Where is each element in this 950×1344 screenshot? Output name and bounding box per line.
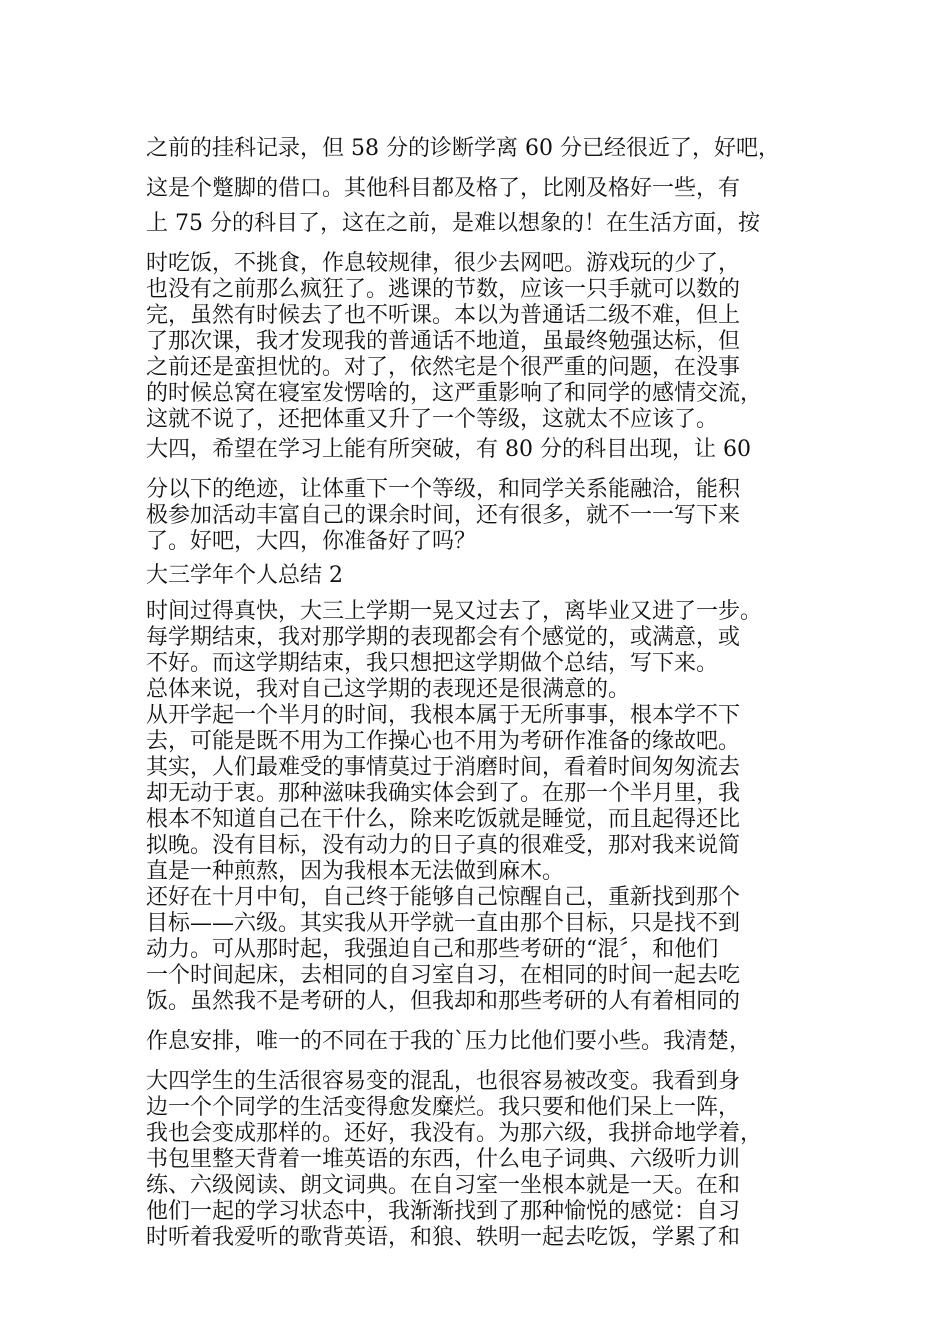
text-line: 其实，人们最难受的事情莫过于消磨时间，看着时间匆匆流去 — [146, 755, 741, 780]
text-line: 目标——六级。其实我从开学就一直由那个目标，只是找不到 — [146, 911, 741, 936]
text-line: 也没有之前那么疯狂了。逃课的节数，应该一只手就可以数的 — [146, 277, 741, 302]
text-line: 了那次课，我才发现我的普通话不地道，虽最终勉强达标，但 — [146, 329, 741, 354]
text-line: 时听着我爱听的歌背英语，和狼、轶明一起去吃饭，学累了和 — [146, 1225, 741, 1250]
text-line: 之前的挂科记录，但 58 分的诊断学离 60 分已经很近了，好吧， — [146, 136, 780, 161]
text-line: 上 75 分的科目了，这在之前，是难以想象的！在生活方面，按 — [146, 211, 760, 236]
text-line: 动力。可从那时起，我强迫自己和那些考研的“混〞，和他们 — [146, 937, 719, 962]
text-line: 时吃饭，不挑食，作息较规律，很少去网吧。游戏玩的少了， — [146, 251, 741, 276]
text-line: 大四，希望在学习上能有所突破，有 80 分的科目出现，让 60 — [146, 437, 751, 462]
text-line: 的时候总窝在寝室发愣啥的，这严重影响了和同学的感情交流， — [146, 381, 763, 406]
text-line: 之前还是蛮担忧的。对了，依然宅是个很严重的问题，在没事 — [146, 355, 741, 380]
text-line: 作息安排，唯一的不同在于我的`压力比他们要小些。我清楚， — [146, 1029, 752, 1054]
text-line: 直是一种煎熬，因为我根本无法做到麻木。 — [146, 859, 565, 884]
text-line: 从开学起一个半月的时间，我根本属于无所事事，根本学不下 — [146, 703, 741, 728]
section-heading: 大三学年个人总结 2 — [146, 563, 343, 588]
text-line: 这就不说了，还把体重又升了一个等级，这就太不应该了。 — [146, 407, 719, 432]
text-line: 书包里整天背着一堆英语的东西，什么电子词典、六级听力训 — [146, 1147, 741, 1172]
text-line: 分以下的绝迹，让体重下一个等级，和同学关系能融洽，能积 — [146, 477, 741, 502]
text-line: 一个时间起床，去相同的自习室自习，在相同的时间一起去吃 — [146, 963, 741, 988]
text-line: 根本不知道自己在干什么，除来吃饭就是睡觉，而且起得还比 — [146, 807, 741, 832]
text-line: 我也会变成那样的。还好，我没有。为那六级，我拼命地学着， — [146, 1121, 763, 1146]
text-line: 还好在十月中旬，自己终于能够自己惊醒自己，重新找到那个 — [146, 885, 741, 910]
text-line: 边一个个同学的生活变得愈发糜烂。我只要和他们呆上一阵， — [146, 1095, 741, 1120]
text-line: 不好。而这学期结束，我只想把这学期做个总结，写下来。 — [146, 651, 719, 676]
text-line: 时间过得真快，大三上学期一晃又过去了，离毕业又进了一步。 — [146, 599, 763, 624]
text-line: 拟晚。没有目标，没有动力的日子真的很难受，那对我来说简 — [146, 833, 741, 858]
text-line: 了。好吧，大四，你准备好了吗？ — [146, 529, 477, 554]
text-line: 极参加活动丰富自己的课余时间，还有很多，就不一一写下来 — [146, 503, 741, 528]
text-line: 去，可能是既不用为工作操心也不用为考研作准备的缘故吧。 — [146, 729, 741, 754]
text-line: 每学期结束，我对那学期的表现都会有个感觉的，或满意，或 — [146, 625, 741, 650]
text-line: 饭。虽然我不是考研的人，但我却和那些考研的人有着相同的 — [146, 989, 741, 1014]
text-line: 总体来说，我对自己这学期的表现还是很满意的。 — [146, 677, 631, 702]
text-line: 这是个蹩脚的借口。其他科目都及格了，比刚及格好一些，有 — [146, 176, 741, 201]
text-line: 完，虽然有时候去了也不听课。本以为普通话二级不难，但上 — [146, 303, 741, 328]
text-line: 练、六级阅读、朗文词典。在自习室一坐根本就是一天。在和 — [146, 1173, 741, 1198]
text-line: 却无动于衷。那种滋味我确实体会到了。在那一个半月里，我 — [146, 781, 741, 806]
text-line: 大四学生的生活很容易变的混乱，也很容易被改变。我看到身 — [146, 1069, 741, 1094]
text-line: 他们一起的学习状态中，我渐渐找到了那种愉悦的感觉：自习 — [146, 1199, 741, 1224]
